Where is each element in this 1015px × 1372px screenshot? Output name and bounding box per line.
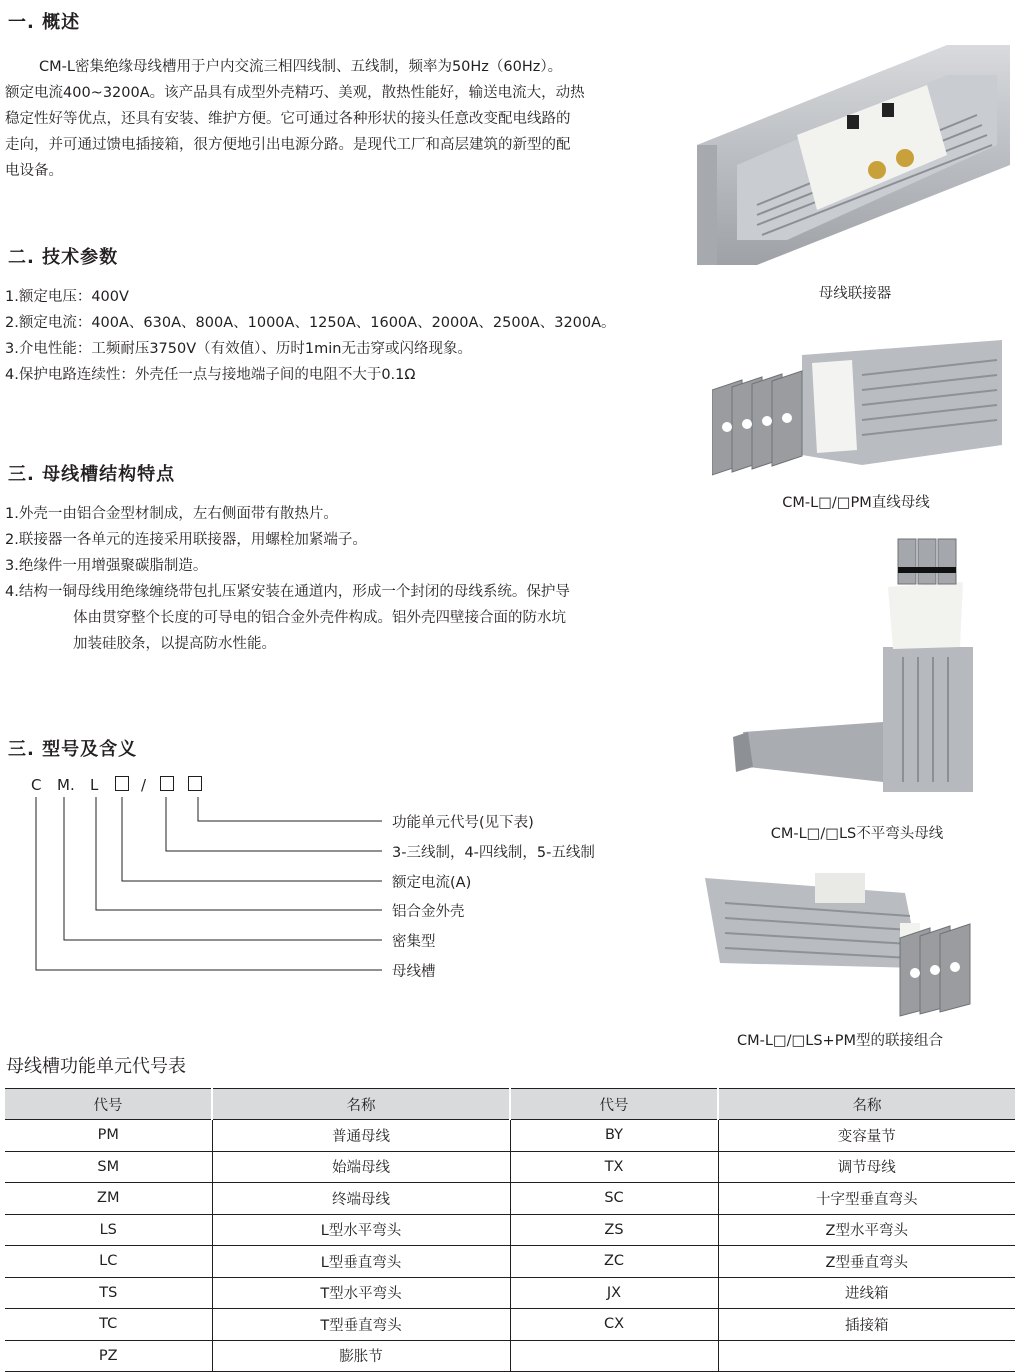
tech-param-item: 4.保护电路连续性：外壳任一点与接地端子间的电阻不大于0.1Ω: [5, 367, 416, 383]
structure-item: 4.结构一铜母线用绝缘缠绕带包扎压紧安装在通道内，形成一个封闭的母线系统。保护导: [5, 584, 570, 600]
photo-caption-straight: CM-L□/□PM直线母线: [782, 495, 930, 511]
code-cell: JX: [510, 1277, 718, 1309]
code-cell: ZC: [510, 1246, 718, 1278]
model-meaning-compact: 密集型: [392, 934, 436, 950]
name-cell: T型垂直弯头: [212, 1309, 510, 1341]
header-code: 代号: [510, 1089, 718, 1120]
code-cell: ZM: [5, 1183, 212, 1215]
tech-param-item: 3.介电性能：工频耐压3750V（有效值）、历时1min无击穿或闪络现象。: [5, 341, 472, 357]
elbow-busway-photo: [728, 537, 982, 795]
table-row: [5, 1277, 1015, 1309]
table-row: [5, 1340, 1015, 1372]
busway-connector-photo: [697, 45, 1010, 265]
code-char-m: M.: [57, 776, 75, 794]
model-meaning-rated-current: 额定电流(A): [392, 875, 472, 891]
table-row: [5, 1120, 1015, 1152]
name-cell: 终端母线: [212, 1183, 510, 1215]
header-name: 名称: [718, 1089, 1015, 1120]
section-heading-structure: 三. 母线槽结构特点: [8, 464, 176, 485]
table-row: [5, 1246, 1015, 1278]
table-row: [5, 1183, 1015, 1215]
header-name: 名称: [212, 1089, 510, 1120]
code-cell: TC: [5, 1309, 212, 1341]
code-cell: TS: [5, 1277, 212, 1309]
name-cell: 始端母线: [212, 1151, 510, 1183]
name-cell: 普通母线: [212, 1120, 510, 1152]
name-cell: L型垂直弯头: [212, 1246, 510, 1278]
code-cell: PZ: [5, 1340, 212, 1372]
name-cell: [718, 1340, 1015, 1372]
table-title: 母线槽功能单元代号表: [6, 1056, 186, 1077]
structure-item-continuation: 体由贯穿整个长度的可导电的铝合金外壳件构成。铝外壳四壁接合面的防水坑: [73, 610, 566, 626]
code-cell: CX: [510, 1309, 718, 1341]
model-meaning-aluminium-shell: 铝合金外壳: [392, 904, 465, 920]
structure-item-continuation: 加装硅胶条，以提高防水性能。: [73, 636, 276, 652]
code-cell: TX: [510, 1151, 718, 1183]
code-cell: BY: [510, 1120, 718, 1152]
model-meaning-wire-system: 3-三线制，4-四线制，5-五线制: [392, 845, 595, 861]
name-cell: 变容量节: [718, 1120, 1015, 1152]
overview-line: 走向，并可通过馈电插接箱，很方便地引出电源分路。是现代工厂和高层建筑的新型的配: [5, 137, 571, 153]
code-cell: ZS: [510, 1214, 718, 1246]
table-row: [5, 1151, 1015, 1183]
code-cell: SM: [5, 1151, 212, 1183]
name-cell: 膨胀节: [212, 1340, 510, 1372]
section-heading-overview: 一. 概述: [8, 12, 81, 33]
model-meaning-function-code: 功能单元代号(见下表): [392, 815, 534, 831]
name-cell: 插接箱: [718, 1309, 1015, 1341]
code-char-l: L: [90, 776, 99, 794]
function-code-table: [5, 1088, 1015, 1372]
name-cell: 进线箱: [718, 1277, 1015, 1309]
straight-busway-photo: [712, 335, 1007, 480]
table-header-row: [5, 1089, 1015, 1120]
section-heading-tech: 二. 技术参数: [8, 247, 119, 268]
model-code-leader-lines: [0, 0, 400, 980]
table-row: [5, 1214, 1015, 1246]
combination-busway-photo: [705, 868, 977, 1018]
code-cell: PM: [5, 1120, 212, 1152]
photo-caption-elbow: CM-L□/□LS不平弯头母线: [770, 826, 944, 842]
code-cell: [510, 1340, 718, 1372]
name-cell: 调节母线: [718, 1151, 1015, 1183]
overview-line: 电设备。: [5, 163, 63, 179]
code-cell: LS: [5, 1214, 212, 1246]
code-cell: LC: [5, 1246, 212, 1278]
header-code: 代号: [5, 1089, 212, 1120]
structure-item: 2.联接器一各单元的连接采用联接器，用螺栓加紧端子。: [5, 532, 367, 548]
section-heading-model: 三. 型号及含义: [8, 739, 138, 760]
structure-item: 1.外壳一由铝合金型材制成，左右侧面带有散热片。: [5, 506, 338, 522]
overview-line: 稳定性好等优点，还具有安装、维护方便。它可通过各种形状的接头任意改变配电线路的: [5, 111, 571, 127]
photo-caption-connector: 母线联接器: [818, 286, 892, 302]
name-cell: Z型水平弯头: [718, 1214, 1015, 1246]
structure-item: 3.绝缘件一用增强聚碳脂制造。: [5, 558, 208, 574]
name-cell: 十字型垂直弯头: [718, 1183, 1015, 1215]
tech-param-item: 2.额定电流：400A、630A、800A、1000A、1250A、1600A、2000A、2500A、3200A。: [5, 315, 616, 331]
code-cell: SC: [510, 1183, 718, 1215]
tech-param-item: 1.额定电压：400V: [5, 289, 129, 305]
table-row: [5, 1309, 1015, 1341]
model-meaning-busway: 母线槽: [392, 964, 436, 980]
name-cell: Z型垂直弯头: [718, 1246, 1015, 1278]
name-cell: T型水平弯头: [212, 1277, 510, 1309]
photo-caption-combination: CM-L□/□LS+PM型的联接组合: [737, 1033, 943, 1049]
code-char-slash: /: [141, 776, 147, 794]
overview-line: 额定电流400~3200A。该产品具有成型外壳精巧、美观，散热性能好，输送电流大，动热: [5, 85, 585, 101]
code-char-c: C: [31, 776, 42, 794]
overview-line: CM-L密集绝缘母线槽用于户内交流三相四线制、五线制，频率为50Hz（60Hz）。: [39, 59, 563, 75]
name-cell: L型水平弯头: [212, 1214, 510, 1246]
